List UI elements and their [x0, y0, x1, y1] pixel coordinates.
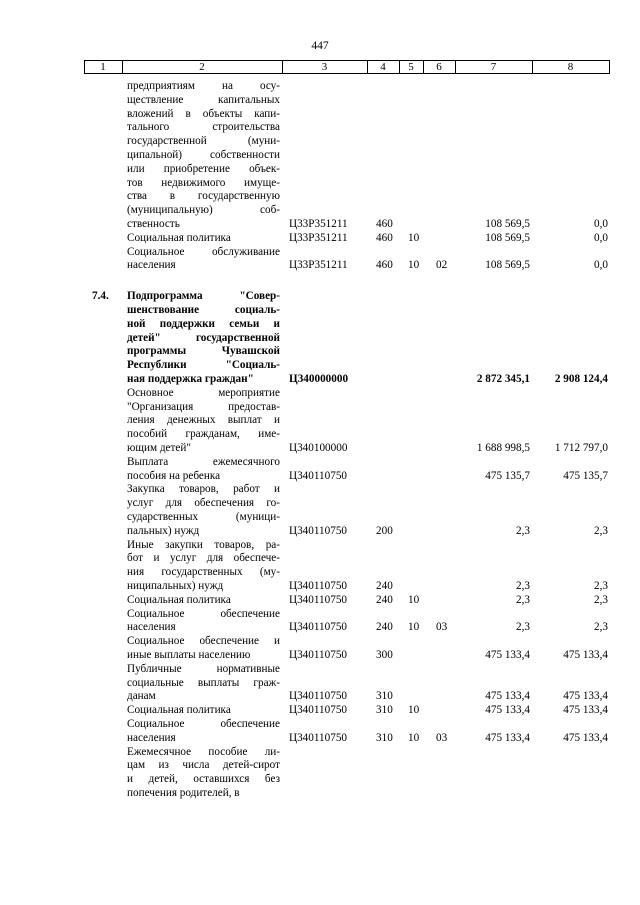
row-values — [84, 442, 610, 456]
cell-target-article: Ц340100000 — [289, 441, 348, 454]
row-name-line: ществление капитальных — [127, 93, 280, 106]
cell-subsection: 03 — [436, 621, 448, 634]
cell-section: 10 — [408, 593, 420, 606]
row-name-line: попечения родителей, в — [127, 786, 240, 799]
row-name-line: Республики "Социаль- — [127, 359, 280, 372]
row-name-line: Выплата ежемесячного — [127, 455, 280, 468]
cell-target-article: Ц340110750 — [289, 593, 348, 606]
row-name-line: Ежемесячное пособие ли- — [127, 745, 280, 758]
cell-amount-1: 475 133,4 — [485, 648, 530, 661]
cell-expense-type: 310 — [376, 731, 393, 744]
row-name-line: ниципальных) нужд — [127, 579, 224, 592]
row-name-line: социальные выплаты граж- — [127, 676, 280, 689]
row-name-line: ственность — [127, 217, 180, 230]
cell-amount-1: 475 135,7 — [485, 469, 530, 482]
cell-amount-1: 2,3 — [516, 579, 530, 592]
header-col-4: 4 — [380, 61, 386, 73]
row-values — [84, 525, 610, 539]
cell-target-article: Ц340000000 — [289, 372, 349, 385]
cell-amount-2: 2,3 — [594, 621, 608, 634]
row-name-line: населения — [127, 731, 176, 744]
row-name — [127, 80, 280, 232]
row-name-line: ства в государственную — [127, 190, 280, 203]
table-header-row — [84, 60, 610, 74]
cell-subsection: 02 — [436, 259, 448, 272]
row-name-line: сударственных (муници- — [127, 510, 280, 523]
cell-amount-1: 1 688 998,5 — [476, 441, 530, 454]
cell-amount-2: 2,3 — [594, 593, 608, 606]
row-name-line: ной поддержки семьи и — [127, 317, 280, 330]
cell-target-article: Ц340110750 — [289, 731, 348, 744]
cell-target-article: Ц340110750 — [289, 690, 348, 703]
row-values — [84, 580, 610, 594]
cell-expense-type: 460 — [376, 231, 393, 244]
cell-amount-1: 108 569,5 — [485, 218, 530, 230]
header-col-2: 2 — [199, 61, 205, 73]
row-name-line: Публичные нормативные — [127, 662, 280, 675]
header-col-1: 1 — [100, 61, 106, 73]
row-name-line: Социальное обслуживание — [127, 245, 280, 258]
header-col-7: 7 — [490, 61, 497, 73]
row-name-line: государственной (муни- — [127, 135, 280, 148]
cell-amount-1: 475 133,4 — [485, 704, 530, 717]
cell-amount-2: 2,3 — [594, 524, 608, 537]
row-name-line: населения — [127, 259, 176, 272]
cell-amount-1: 2 872 345,1 — [476, 372, 530, 385]
row-name-line: вложений в объекты капи- — [127, 107, 280, 120]
cell-target-article: Ц340110750 — [289, 704, 348, 717]
row-name-line: Иные закупки товаров, ра- — [127, 538, 280, 551]
cell-amount-2: 1 712 797,0 — [554, 441, 608, 454]
row-name-line: (муниципальную) соб- — [127, 204, 280, 217]
header-col-3: 3 — [321, 61, 328, 73]
cell-amount-2: 0,0 — [594, 259, 608, 272]
row-name-line: населения — [127, 621, 176, 634]
cell-expense-type: 240 — [376, 579, 393, 592]
cell-target-article: Ц340110750 — [289, 469, 348, 482]
cell-amount-2: 475 133,4 — [563, 648, 608, 661]
row-name-line: пальных) нужд — [127, 524, 200, 537]
cell-expense-type: 310 — [376, 704, 393, 717]
row-number: 7.4. — [92, 290, 109, 303]
cell-amount-1: 2,3 — [516, 524, 530, 537]
row-values — [84, 259, 610, 273]
cell-target-article: Ц340110750 — [289, 648, 348, 661]
cell-amount-1: 475 133,4 — [485, 731, 530, 744]
row-name-line: и детей, оставшихся без — [127, 773, 280, 786]
row-values — [84, 787, 610, 801]
row-name-line: программы Чувашской — [127, 345, 280, 358]
cell-target-article: Ц33Р351211 — [289, 259, 348, 272]
cell-amount-2: 475 133,4 — [563, 704, 608, 717]
row-values — [84, 232, 610, 246]
row-name-line: Закупка товаров, работ и — [127, 483, 280, 496]
cell-section: 10 — [408, 731, 420, 744]
cell-expense-type: 300 — [376, 648, 393, 661]
row-values — [84, 218, 610, 232]
row-name-line: "Организация предостав- — [127, 400, 280, 413]
cell-amount-2: 475 133,4 — [563, 690, 608, 703]
cell-amount-2: 2 908 124,4 — [554, 372, 608, 385]
cell-expense-type: 240 — [376, 621, 393, 634]
row-name-line: услуг для обеспечения го- — [127, 497, 280, 510]
row-name-line: шенствование социаль- — [127, 303, 280, 316]
row-values — [84, 621, 610, 635]
row-name-line: Социальное обеспечение и — [127, 635, 280, 648]
cell-expense-type: 460 — [376, 259, 393, 272]
cell-section: 10 — [408, 704, 420, 717]
cell-amount-2: 475 135,7 — [563, 469, 608, 482]
cell-expense-type: 200 — [376, 524, 393, 537]
cell-amount-1: 475 133,4 — [485, 690, 530, 703]
row-name-line: пособий гражданам, име- — [127, 428, 280, 441]
header-col-5: 5 — [408, 61, 414, 73]
cell-section: 10 — [408, 621, 420, 634]
row-name-line: предприятиям на осу- — [127, 80, 280, 92]
row-name-line: иные выплаты населению — [127, 648, 251, 661]
row-values — [84, 649, 610, 663]
row-values — [84, 704, 610, 718]
row-name-line: пособия на ребенка — [127, 469, 221, 482]
row-name-line: ния государственных (му- — [127, 566, 280, 579]
cell-section: 10 — [408, 259, 420, 272]
row-name-line: ная поддержка граждан" — [127, 372, 254, 385]
cell-target-article: Ц340110750 — [289, 621, 348, 634]
cell-subsection: 03 — [436, 731, 448, 744]
cell-amount-2: 0,0 — [594, 231, 608, 244]
row-name-line: детей" государственной — [127, 331, 280, 344]
cell-amount-1: 2,3 — [516, 621, 530, 634]
row-name-line: тов недвижимого имуще- — [127, 176, 280, 189]
row-name-line: цам из числа детей-сирот — [127, 759, 280, 772]
cell-amount-2: 0,0 — [594, 218, 608, 230]
cell-expense-type: 310 — [376, 690, 393, 703]
header-col-8: 8 — [567, 61, 574, 73]
cell-section: 10 — [408, 231, 420, 244]
row-values — [84, 594, 610, 608]
row-name-line: тального строительства — [127, 121, 280, 134]
cell-amount-2: 2,3 — [594, 579, 608, 592]
column-divider — [609, 60, 610, 74]
row-values — [84, 690, 610, 704]
row-values — [84, 373, 610, 387]
cell-expense-type: 460 — [376, 218, 393, 230]
row-name-line: Основное мероприятие — [127, 386, 280, 399]
cell-expense-type: 240 — [376, 593, 393, 606]
cell-amount-1: 2,3 — [516, 593, 530, 606]
cell-amount-2: 475 133,4 — [563, 731, 608, 744]
cell-amount-1: 108 569,5 — [485, 231, 530, 244]
row-name-line: данам — [127, 690, 156, 703]
row-name-line: Социальная политика — [127, 231, 231, 244]
cell-target-article: Ц33Р351211 — [289, 231, 348, 244]
page-number: 447 — [311, 40, 329, 52]
row-name-line: Социальная политика — [127, 704, 231, 717]
cell-target-article: Ц340110750 — [289, 579, 348, 592]
row-name-line: бот и услуг для обеспече- — [127, 552, 280, 565]
cell-target-article: Ц33Р351211 — [289, 218, 348, 230]
row-name-line: ления денежных выплат и — [127, 414, 280, 427]
cell-amount-1: 108 569,5 — [485, 259, 530, 272]
row-name-line: Социальная политика — [127, 593, 231, 606]
header-col-6: 6 — [436, 61, 442, 73]
row-name-line: ющим детей" — [127, 441, 191, 454]
row-name-line: Подпрограмма "Совер- — [127, 290, 280, 303]
row-name-line: ципальной) собственности — [127, 148, 280, 161]
cell-target-article: Ц340110750 — [289, 524, 348, 537]
row-values — [84, 470, 610, 484]
row-name-line: Социальное обеспечение — [127, 718, 280, 730]
row-values — [84, 732, 610, 746]
row-name-line: или приобретение объек- — [127, 162, 280, 175]
row-name-line: Социальное обеспечение — [127, 607, 280, 620]
